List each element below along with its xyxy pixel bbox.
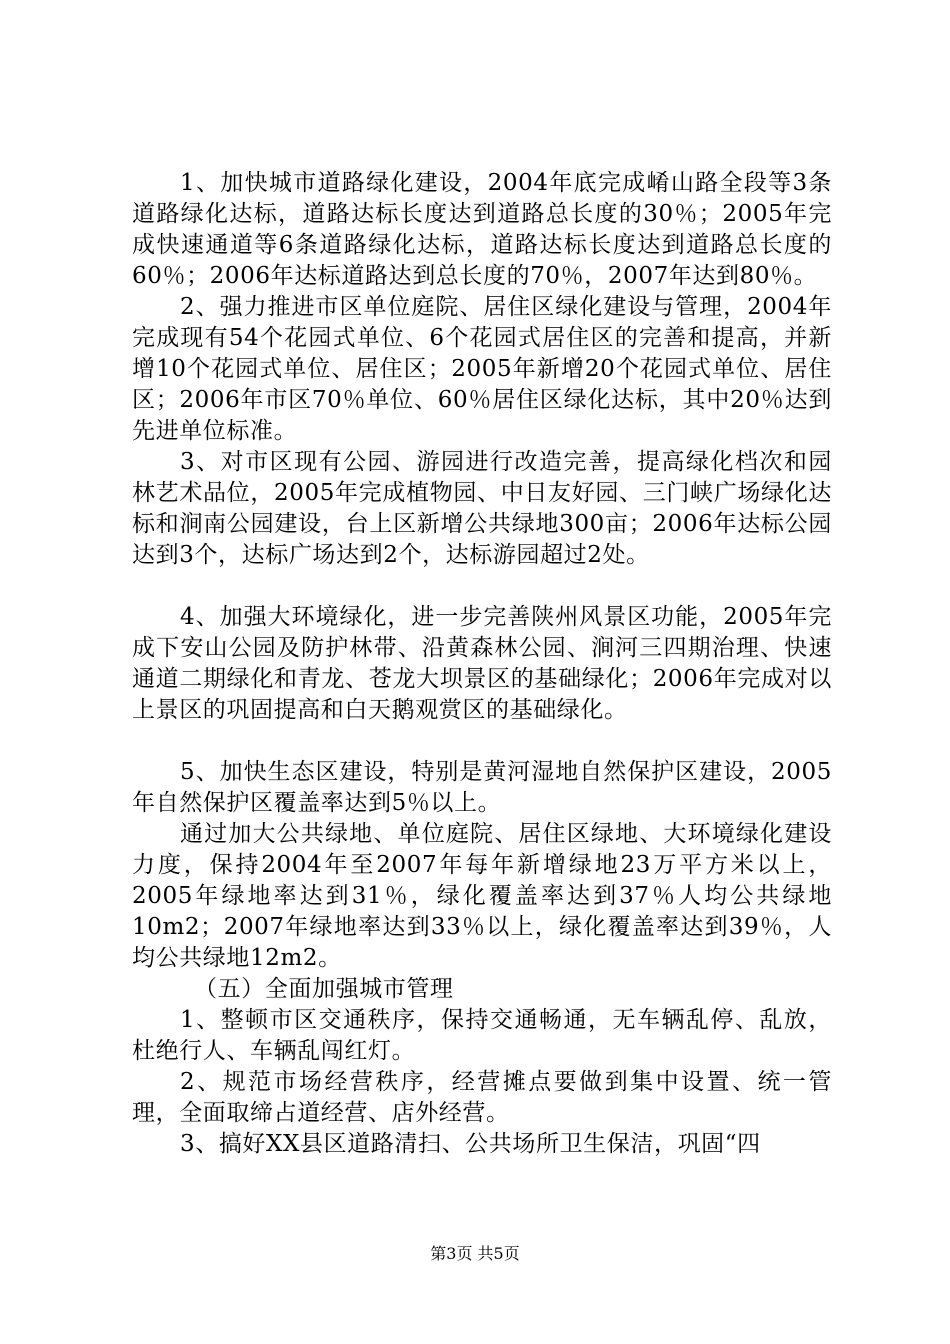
page-footer: 第3页 共5页 — [430, 1244, 520, 1263]
paragraph-park-renovation: 3、对市区现有公园、游园进行改造完善，提高绿化档次和园林艺术品位，2005年完成植物园、中日友好园、三门峡广场绿化达标和涧南公园建设，台上区新增公共绿地300亩；2006年达标公园达到3个，达标广场达到2个，达标游园超过2处。 — [132, 449, 832, 568]
paragraph-traffic-order: 1、整顿市区交通秩序，保持交通畅通，无车辆乱停、乱放，杜绝行人、车辆乱闯红灯。 — [132, 1007, 832, 1064]
paragraph-road-greening: 1、加快城市道路绿化建设，2004年底完成崤山路全段等3条道路绿化达标，道路达标长度达到道路总长度的30％；2005年完成快速通道等6条道路绿化达标，道路达标长度达到道路总长度的60％；2006年达标道路达到总长度的70％，2007年达到80％。 — [132, 170, 832, 289]
paragraph-road-cleaning: 3、搞好XX县区道路清扫、公共场所卫生保洁，巩固“四 — [180, 1131, 761, 1157]
document-body — [132, 168, 832, 1160]
paragraph-greening-summary: 通过加大公共绿地、单位庭院、居住区绿地、大环境绿化建设力度，保持2004年至2007年每年新增绿地23万平方米以上，2005年绿地率达到31％，绿化覆盖率达到37％人均公共绿地10m2；2007年绿地率达到33％以上，绿化覆盖率达到39％，人均公共绿地12m2。 — [132, 821, 832, 971]
paragraph-market-order: 2、规范市场经营秩序，经营摊点要做到集中设置、统一管理，全面取缔占道经营、店外经营。 — [132, 1069, 832, 1126]
section-heading-city-management: （五）全面加强城市管理 — [194, 976, 454, 1002]
paragraph-environment-greening: 4、加强大环境绿化，进一步完善陕州风景区功能，2005年完成下安山公园及防护林带、沿黄森林公园、涧河三四期治理、快速通道二期绿化和青龙、苍龙大坝景区的基础绿化；2006年完成对以上景区的巩固提高和白天鹅观赏区的基础绿化。 — [132, 604, 832, 723]
paragraph-ecological-zone: 5、加快生态区建设，特别是黄河湿地自然保护区建设，2005年自然保护区覆盖率达到5％以上。 — [132, 759, 832, 816]
paragraph-courtyard-greening: 2、强力推进市区单位庭院、居住区绿化建设与管理，2004年完成现有54个花园式单位、6个花园式居住区的完善和提高，并新增10个花园式单位、居住区；2005年新增20个花园式单位、居住区；2006年市区70％单位、60％居住区绿化达标，其中20％达到先进单位标准。 — [132, 294, 832, 444]
